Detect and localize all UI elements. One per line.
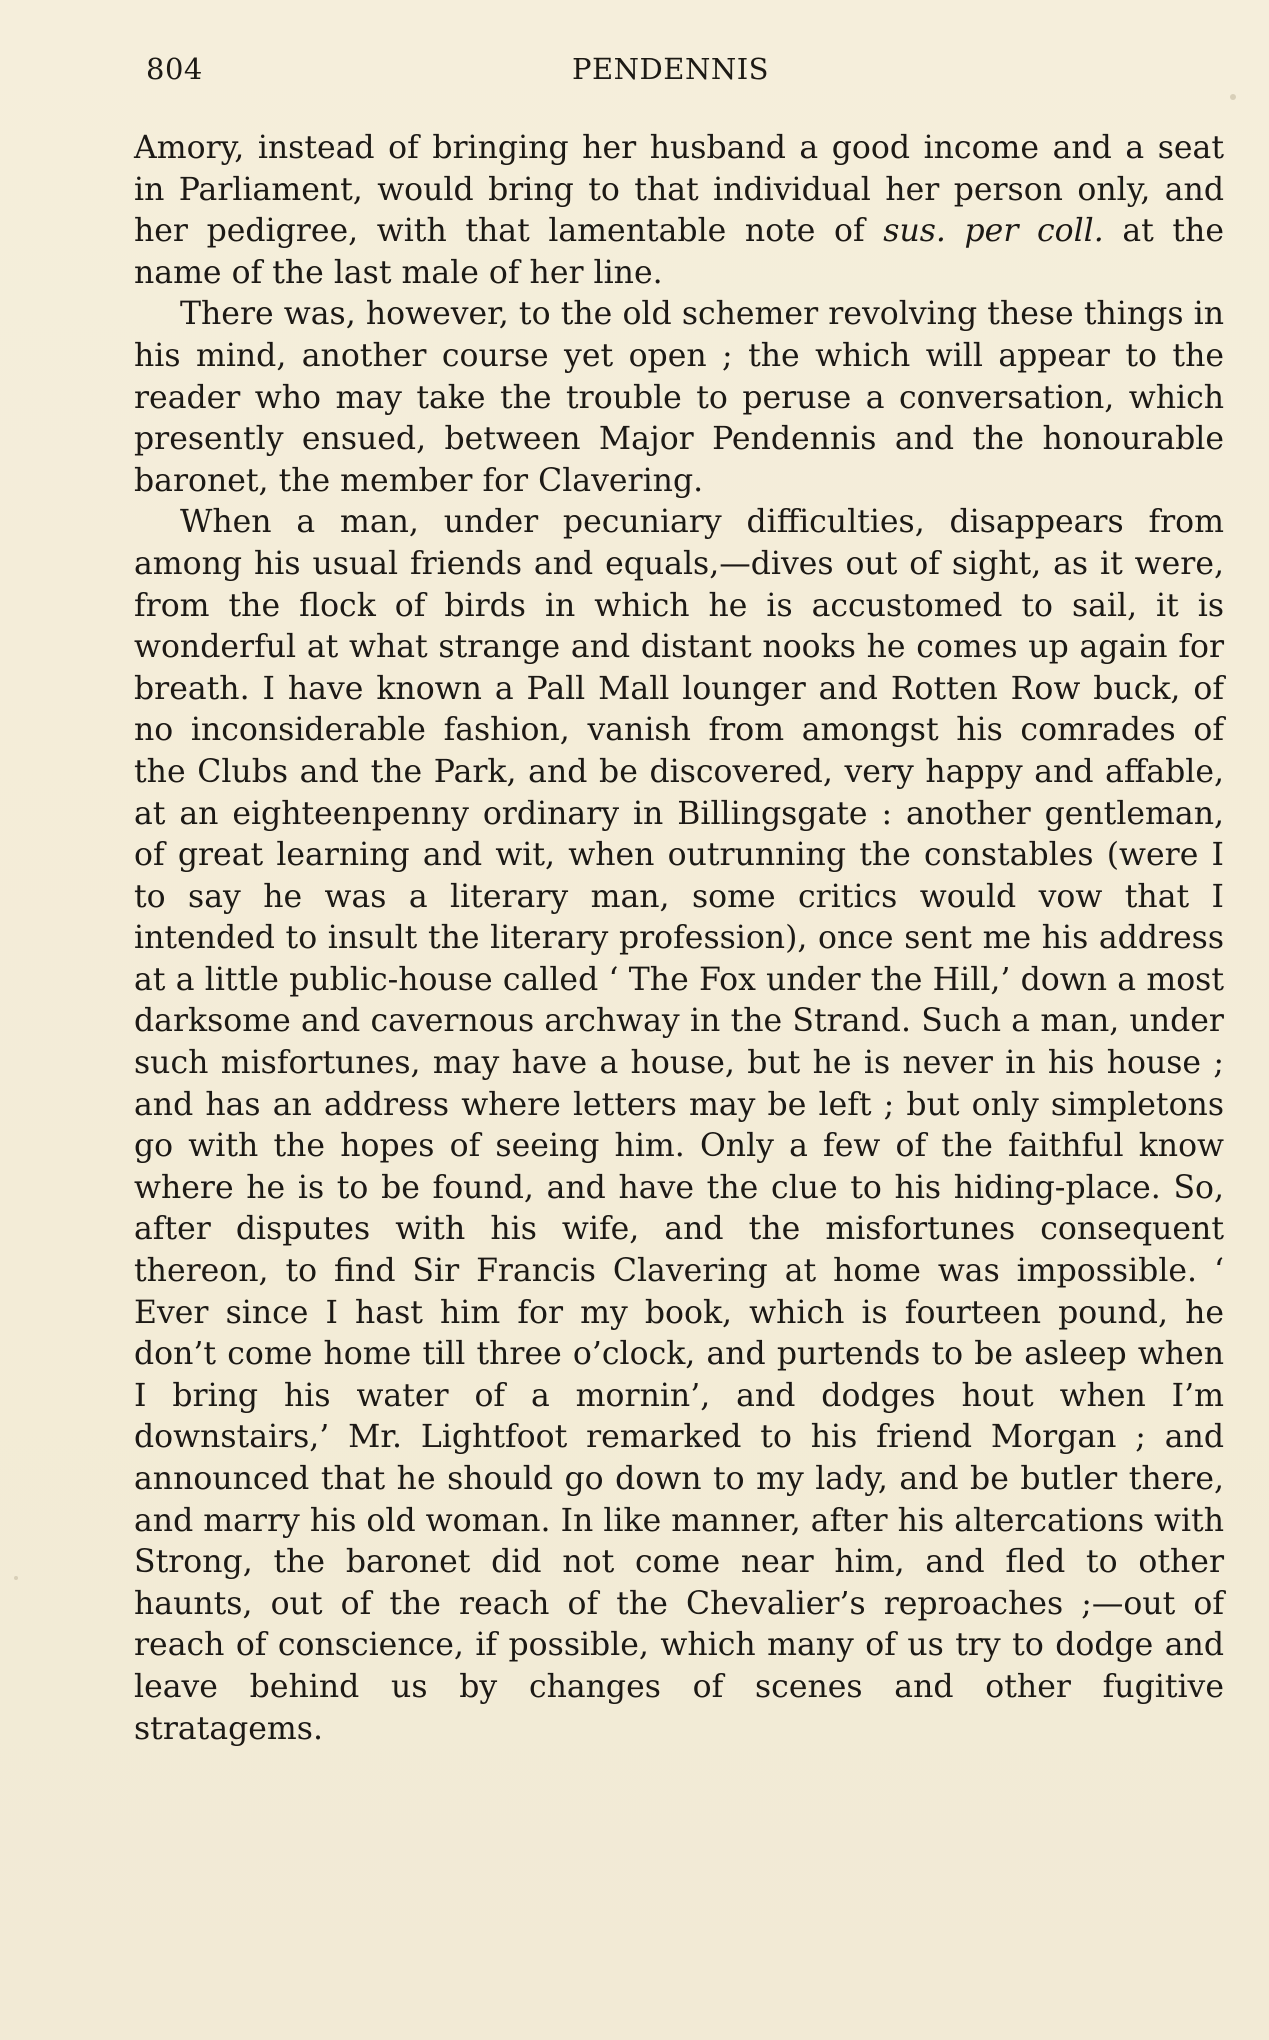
page-number: 804 [146,52,203,86]
paragraph-1 [134,128,1224,294]
body-text [134,128,1224,1750]
running-title: PENDENNIS [572,52,770,86]
paper-speck [1230,94,1236,100]
paragraph-2: There was, however, to the old schemer revolving these things in his mind, another course yet open ; the which will appear to the reader who may take the trouble to peruse a conversation, which presently ensued, between Major Pendennis and the honourable baronet, the member for Clavering. [134,296,1224,499]
paragraph-1-text-before: Amory, instead of bringing her husband a good income and a seat in Parliament, would bring to that individual her person only, and her pedigree, with that lamentable note of [134,130,1224,250]
paragraph-1-italic: sus. per coll. [883,213,1104,250]
paragraph-3: When a man, under pecuniary difficulties, disappears from among his usual friends and equals,—dives out of sight, as it were, from the flock of birds in which he is accustomed to sail, it is wonderful at what strange and distant nooks he comes up again for breath. I have known a Pall Mall lounger and Rotten Row buck, of no inconsiderable fashion, vanish from amongst his comrades of the Clubs and the Park, and be discovered, very happy and affable, at an eighteenpenny ordinary in Billingsgate : another gentleman, of great learning and wit, when outrunning the constables (were I to say he was a literary man, some critics would vow that I intended to insult the literary profession), once sent me his address at a little public-house called ‘ The Fox under the Hill,’ down a most darksome and cavernous archway in the Strand. Such a man, under such misfortunes, may have a house, but he is never in his house ; and has an address where letters may be left ; but only simpletons go with the hopes of seeing him. Only a few of the faithful know where he is to be found, and have the clue to his hiding-place. So, after disputes with his wife, and the misfortunes consequent thereon, to find Sir Francis Clavering at home was impossible. ‘ Ever since I hast him for my book, which is fourteen pound, he don’t come home till three o’clock, and purtends to be asleep when I bring his water of a mornin’, and dodges hout when I’m downstairs,’ Mr. Lightfoot remarked to his friend Morgan ; and announced that he should go down to my lady, and be butler there, and marry his old woman. In like manner, after his altercations with Strong, the baronet did not come near him, and fled to other haunts, out of the reach of the Chevalier’s reproaches ;—out of reach of conscience, if possible, which many of us try to dodge and leave behind us by changes of scenes and other fugitive stratagems. [134,504,1224,1747]
paragraph-1-text-after: at the name of the last male of her line. [134,213,1224,291]
paper-speck [14,1576,18,1580]
running-head [140,52,1140,92]
